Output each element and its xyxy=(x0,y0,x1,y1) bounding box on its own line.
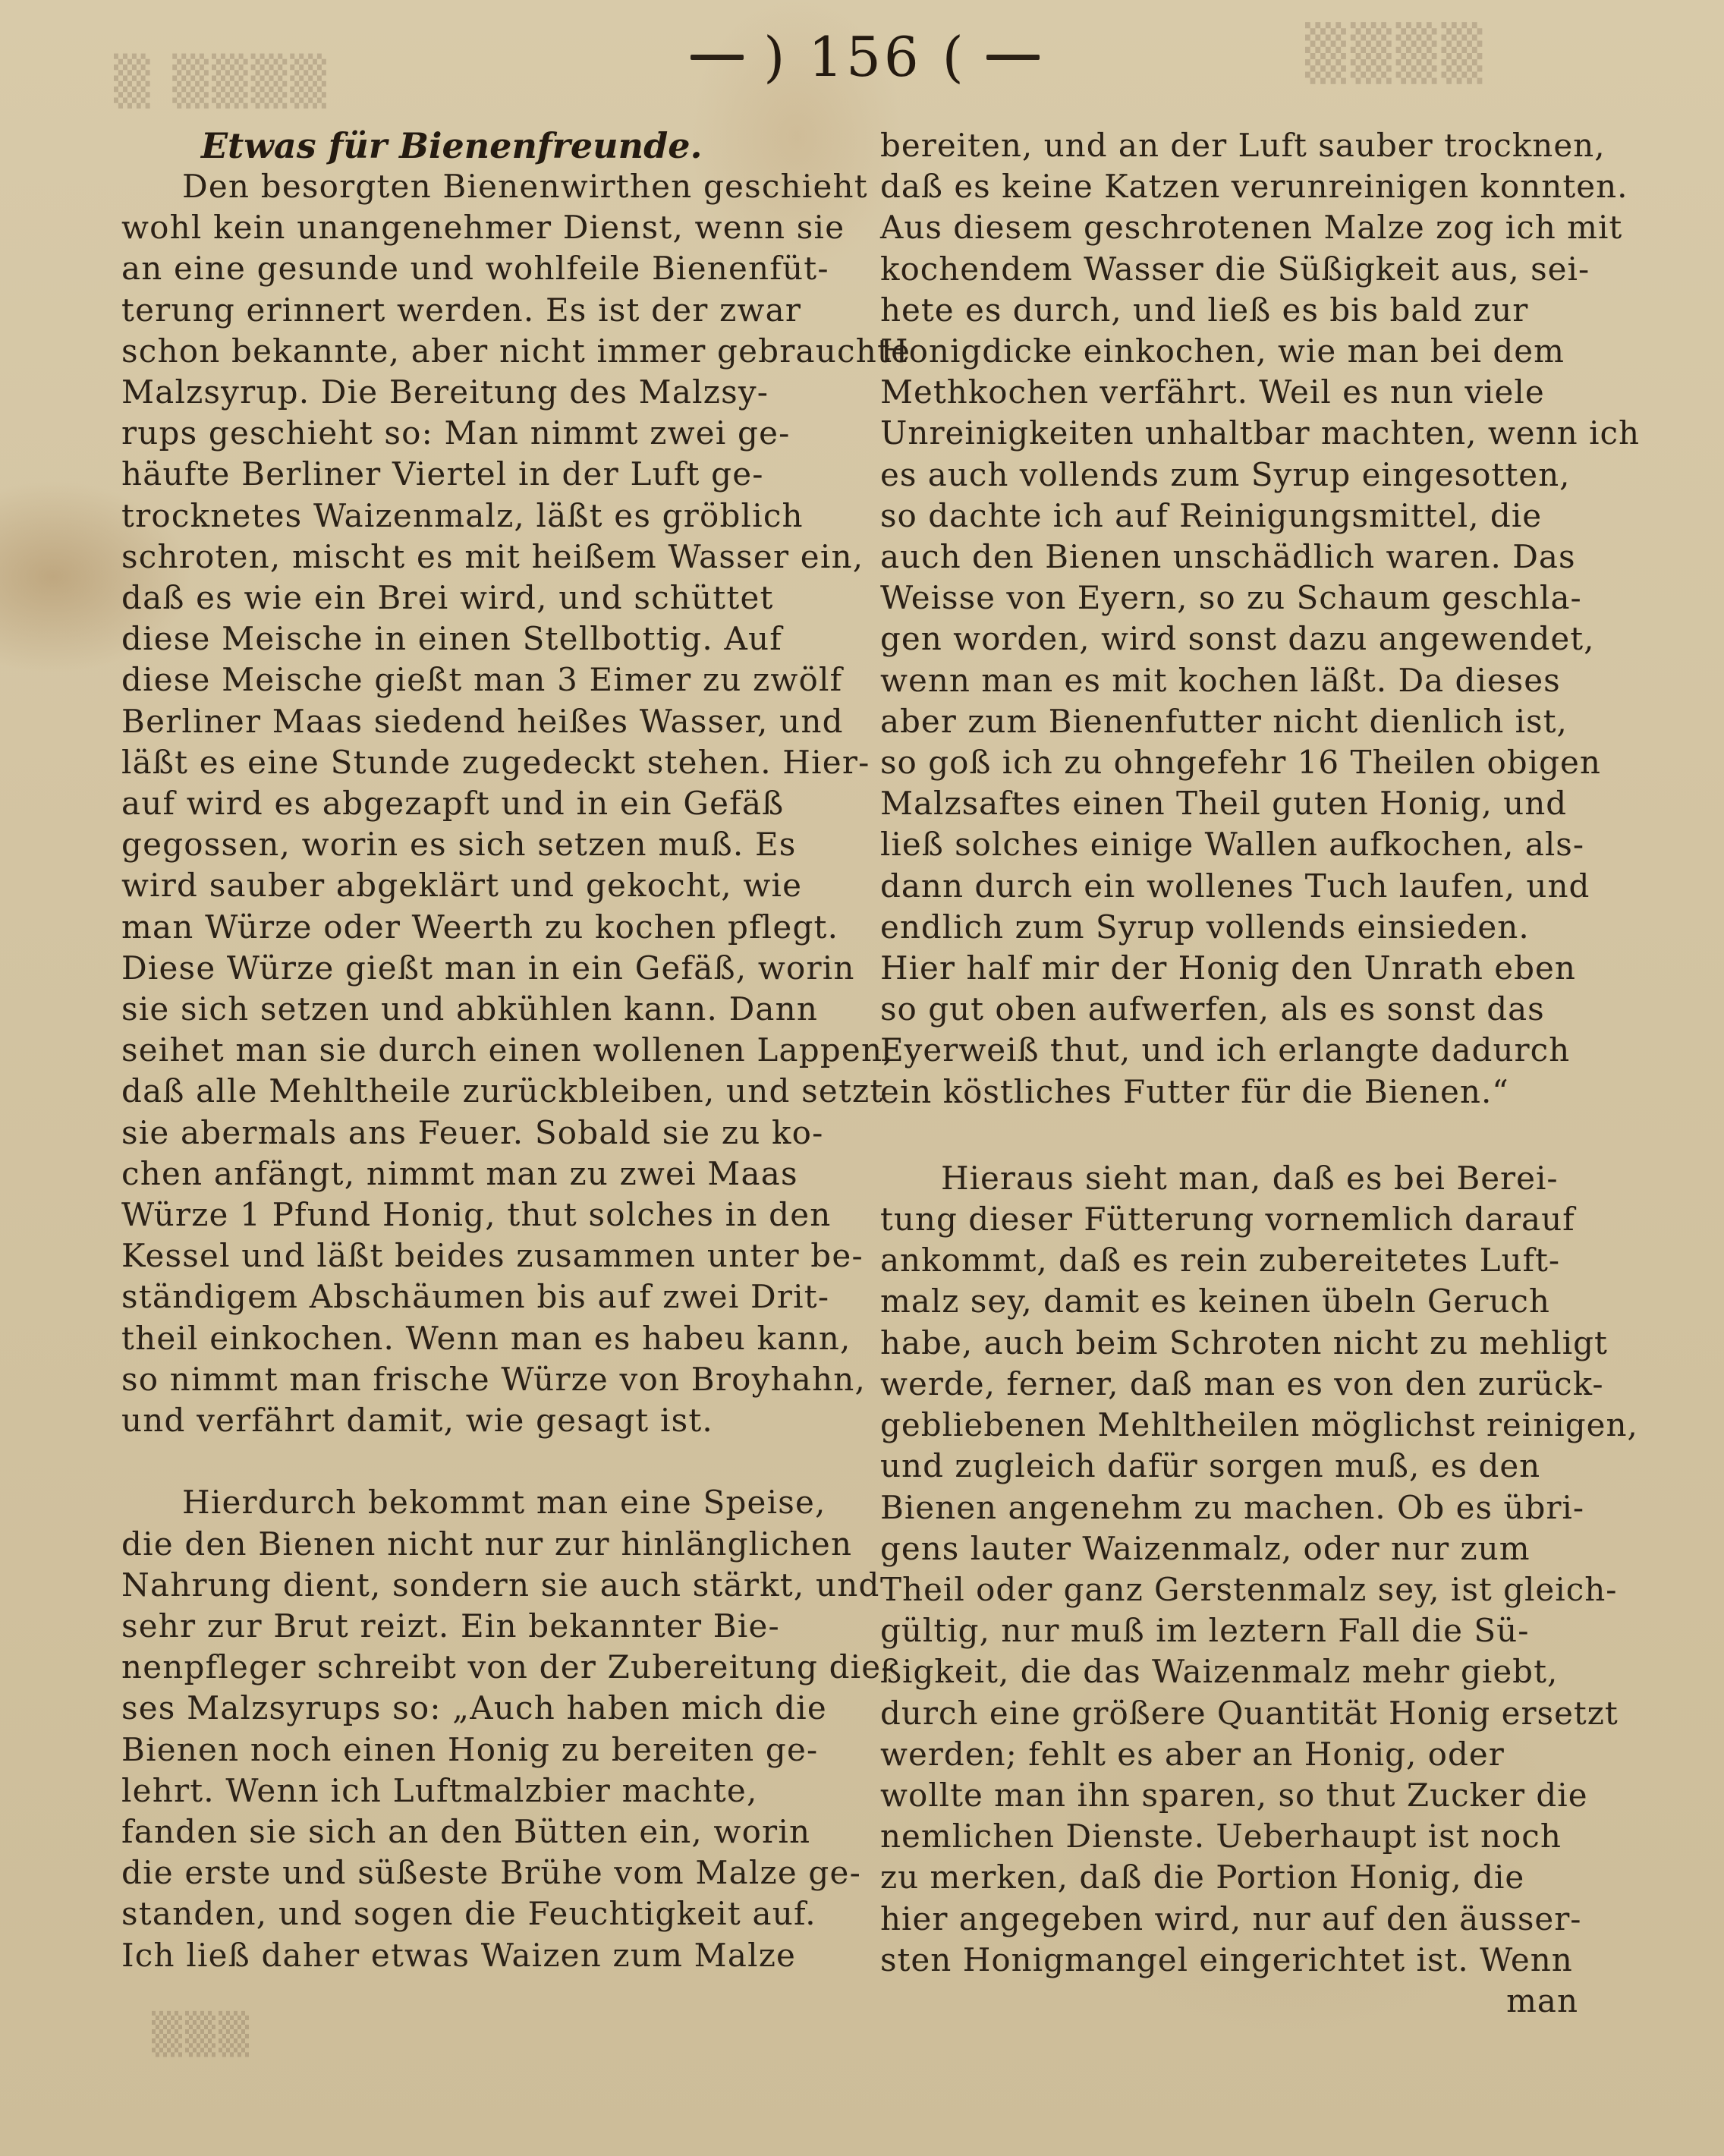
text-line: aber zum Bienenfutter nicht dienlich ist, xyxy=(880,702,1568,740)
text-line: häufte Berliner Viertel in der Luft ge- xyxy=(121,455,764,493)
text-line: Malzsaftes einen Theil guten Honig, und xyxy=(880,785,1568,823)
header-dash-left xyxy=(691,55,744,60)
text-line: und zugleich dafür sorgen muß, es den xyxy=(880,1447,1541,1485)
header-dash-right xyxy=(986,55,1040,60)
text-line: theil einkochen. Wenn man es habeu kann, xyxy=(121,1319,851,1357)
text-line: tung dieser Fütterung vornemlich darauf xyxy=(880,1201,1575,1239)
text-line: wollte man ihn sparen, so thut Zucker die xyxy=(880,1776,1588,1814)
text-line: Nahrung dient, sondern sie auch stärkt, und xyxy=(121,1566,880,1604)
text-line: wenn man es mit kochen läßt. Da dieses xyxy=(880,661,1561,699)
text-line: standen, und sogen die Feuchtigkeit auf. xyxy=(121,1895,816,1933)
text-line: Theil oder ganz Gerstenmalz sey, ist gleich- xyxy=(880,1570,1618,1608)
text-line: gebliebenen Mehltheilen möglichst reinigen, xyxy=(880,1406,1638,1444)
bleed-through-mark: ▒▒▒▒ xyxy=(1305,21,1487,84)
paragraph-gap xyxy=(880,1113,1609,1158)
text-line: auf wird es abgezapft und in ein Gefäß xyxy=(121,785,785,823)
text-line: Bienen noch einen Honig zu bereiten ge- xyxy=(121,1730,819,1768)
text-line: Unreinigkeiten unhaltbar machten, wenn ich xyxy=(880,414,1641,452)
text-line: ses Malzsyrups so: „Auch haben mich die xyxy=(121,1689,827,1727)
text-line: Bienen angenehm zu machen. Ob es übri- xyxy=(880,1488,1585,1526)
left-paragraph-1 xyxy=(121,166,911,1441)
text-line: Honigdicke einkochen, wie man bei dem xyxy=(880,332,1565,370)
text-line: Kessel und läßt beides zusammen unter be- xyxy=(121,1237,864,1275)
text-line: so nimmt man frische Würze von Broyhahn, xyxy=(121,1360,867,1398)
text-line: die erste und süßeste Brühe vom Malze ge- xyxy=(121,1854,861,1892)
text-line: sehr zur Brut reizt. Ein bekannter Bie- xyxy=(121,1607,780,1645)
text-line: fanden sie sich an den Bütten ein, worin xyxy=(121,1812,811,1850)
text-line: wohl kein unangenehmer Dienst, wenn sie xyxy=(121,209,845,247)
text-line: lehrt. Wenn ich Luftmalzbier machte, xyxy=(121,1771,758,1809)
text-line: diese Meische gießt man 3 Eimer zu zwölf xyxy=(121,661,843,699)
text-line: seihet man sie durch einen wollenen Lappen, xyxy=(121,1031,894,1069)
page-header xyxy=(668,23,1062,91)
page-number: ) 156 ( xyxy=(763,25,967,89)
text-line: so goß ich zu ohngefehr 16 Theilen obigen xyxy=(880,744,1601,782)
left-column xyxy=(121,125,911,1976)
text-line: ßigkeit, die das Waizenmalz mehr giebt, xyxy=(880,1653,1559,1691)
text-line: kochendem Wasser die Süßigkeit aus, sei- xyxy=(880,250,1590,288)
text-line: Diese Würze gießt man in ein Gefäß, worin xyxy=(121,949,855,987)
text-line: ständigem Abschäumen bis auf zwei Drit- xyxy=(121,1278,830,1316)
text-line: die den Bienen nicht nur zur hinlänglichen xyxy=(121,1525,853,1563)
text-line: werde, ferner, daß man es von den zurück- xyxy=(880,1364,1604,1402)
left-paragraph-2 xyxy=(121,1482,893,1975)
text-line: so dachte ich auf Reinigungsmittel, die xyxy=(880,496,1543,534)
text-line: und verfährt damit, wie gesagt ist. xyxy=(121,1402,713,1440)
bleed-through-mark: ▒▒▒ xyxy=(152,2011,252,2057)
right-paragraph-1 xyxy=(880,125,1641,1113)
text-line: rups geschieht so: Man nimmt zwei ge- xyxy=(121,414,791,452)
bleed-through-mark: ▒ ▒▒▒▒ xyxy=(114,53,329,109)
catchword: man xyxy=(1506,1981,1578,2019)
text-line: daß es wie ein Brei wird, und schüttet xyxy=(121,579,774,617)
text-line: sten Honigmangel eingerichtet ist. Wenn xyxy=(880,1940,1573,1978)
text-line: Methkochen verfährt. Weil es nun viele xyxy=(880,373,1545,411)
text-line: nenpfleger schreibt von der Zubereitung die- xyxy=(121,1648,893,1686)
text-line: sie sich setzen und abkühlen kann. Dann xyxy=(121,990,819,1028)
text-line: Ich ließ daher etwas Waizen zum Malze xyxy=(121,1936,797,1974)
text-line: werden; fehlt es aber an Honig, oder xyxy=(880,1735,1505,1773)
text-line: durch eine größere Quantität Honig ersetzt xyxy=(880,1694,1619,1732)
right-paragraph-2 xyxy=(880,1158,1638,1981)
text-line: trocknetes Waizenmalz, läßt es gröblich xyxy=(121,496,804,534)
text-line: Weisse von Eyern, so zu Schaum geschla- xyxy=(880,579,1582,617)
text-line: Hier half mir der Honig den Unrath eben xyxy=(880,949,1576,987)
text-line: bereiten, und an der Luft sauber trocknen, xyxy=(880,127,1606,164)
article-title: Etwas für Bienenfreunde. xyxy=(201,125,703,166)
text-line: gegossen, worin es sich setzen muß. Es xyxy=(121,826,797,864)
text-line: gens lauter Waizenmalz, oder nur zum xyxy=(880,1529,1531,1567)
text-line: hier angegeben wird, nur auf den äusser- xyxy=(880,1899,1582,1937)
text-line: terung erinnert werden. Es ist der zwar xyxy=(121,291,802,329)
text-line: daß alle Mehltheile zurückbleiben, und setzt xyxy=(121,1072,884,1110)
text-line: läßt es eine Stunde zugedeckt stehen. Hier- xyxy=(121,743,870,781)
text-line: endlich zum Syrup vollends einsieden. xyxy=(880,908,1530,946)
text-line: schon bekannte, aber nicht immer gebrauchte xyxy=(121,332,911,370)
text-line: auch den Bienen unschädlich waren. Das xyxy=(880,538,1576,576)
text-line: dann durch ein wollenes Tuch laufen, und xyxy=(880,867,1590,905)
text-line: so gut oben aufwerfen, als es sonst das xyxy=(880,990,1545,1028)
text-line: habe, auch beim Schroten nicht zu mehligt xyxy=(880,1324,1608,1361)
text-line: Hieraus sieht man, daß es bei Berei- xyxy=(941,1159,1559,1197)
text-line: ließ solches einige Wallen aufkochen, als- xyxy=(880,826,1585,864)
text-line: gen worden, wird sonst dazu angewendet, xyxy=(880,620,1595,658)
text-line: wird sauber abgeklärt und gekocht, wie xyxy=(121,867,803,905)
text-line: Eyerweiß thut, und ich erlangte dadurch xyxy=(880,1031,1571,1069)
text-line: Berliner Maas siedend heißes Wasser, und xyxy=(121,702,844,740)
text-line: Würze 1 Pfund Honig, thut solches in den xyxy=(121,1196,832,1234)
text-line: chen anfängt, nimmt man zu zwei Maas xyxy=(121,1154,798,1192)
text-line: man Würze oder Weerth zu kochen pflegt. xyxy=(121,908,839,946)
text-line: Hierdurch bekommt man eine Speise, xyxy=(182,1484,826,1522)
text-line: an eine gesunde und wohlfeile Bienenfüt- xyxy=(121,250,829,288)
text-line: sie abermals ans Feuer. Sobald sie zu ko- xyxy=(121,1113,824,1151)
paragraph-gap xyxy=(121,1441,865,1482)
text-line: schroten, mischt es mit heißem Wasser ein, xyxy=(121,537,864,575)
text-line: nemlichen Dienste. Ueberhaupt ist noch xyxy=(880,1818,1562,1855)
text-line: gültig, nur muß im leztern Fall die Sü- xyxy=(880,1612,1530,1650)
text-line: zu merken, daß die Portion Honig, die xyxy=(880,1859,1525,1896)
text-line: Aus diesem geschrotenen Malze zog ich mit xyxy=(880,209,1623,247)
right-column xyxy=(880,125,1641,2022)
text-line: hete es durch, und ließ es bis bald zur xyxy=(880,291,1529,329)
text-line: es auch vollends zum Syrup eingesotten, xyxy=(880,455,1571,493)
text-line: malz sey, damit es keinen übeln Geruch xyxy=(880,1283,1550,1320)
text-line: ein köstliches Futter für die Bienen.“ xyxy=(880,1072,1509,1110)
text-line: diese Meische in einen Stellbottig. Auf xyxy=(121,620,783,658)
text-line: ankommt, daß es rein zubereitetes Luft- xyxy=(880,1242,1561,1279)
text-line: Malzsyrup. Die Bereitung des Malzsy- xyxy=(121,373,769,411)
text-line: Den besorgten Bienenwirthen geschieht xyxy=(182,168,868,205)
text-line: daß es keine Katzen verunreinigen konnten. xyxy=(880,168,1628,206)
